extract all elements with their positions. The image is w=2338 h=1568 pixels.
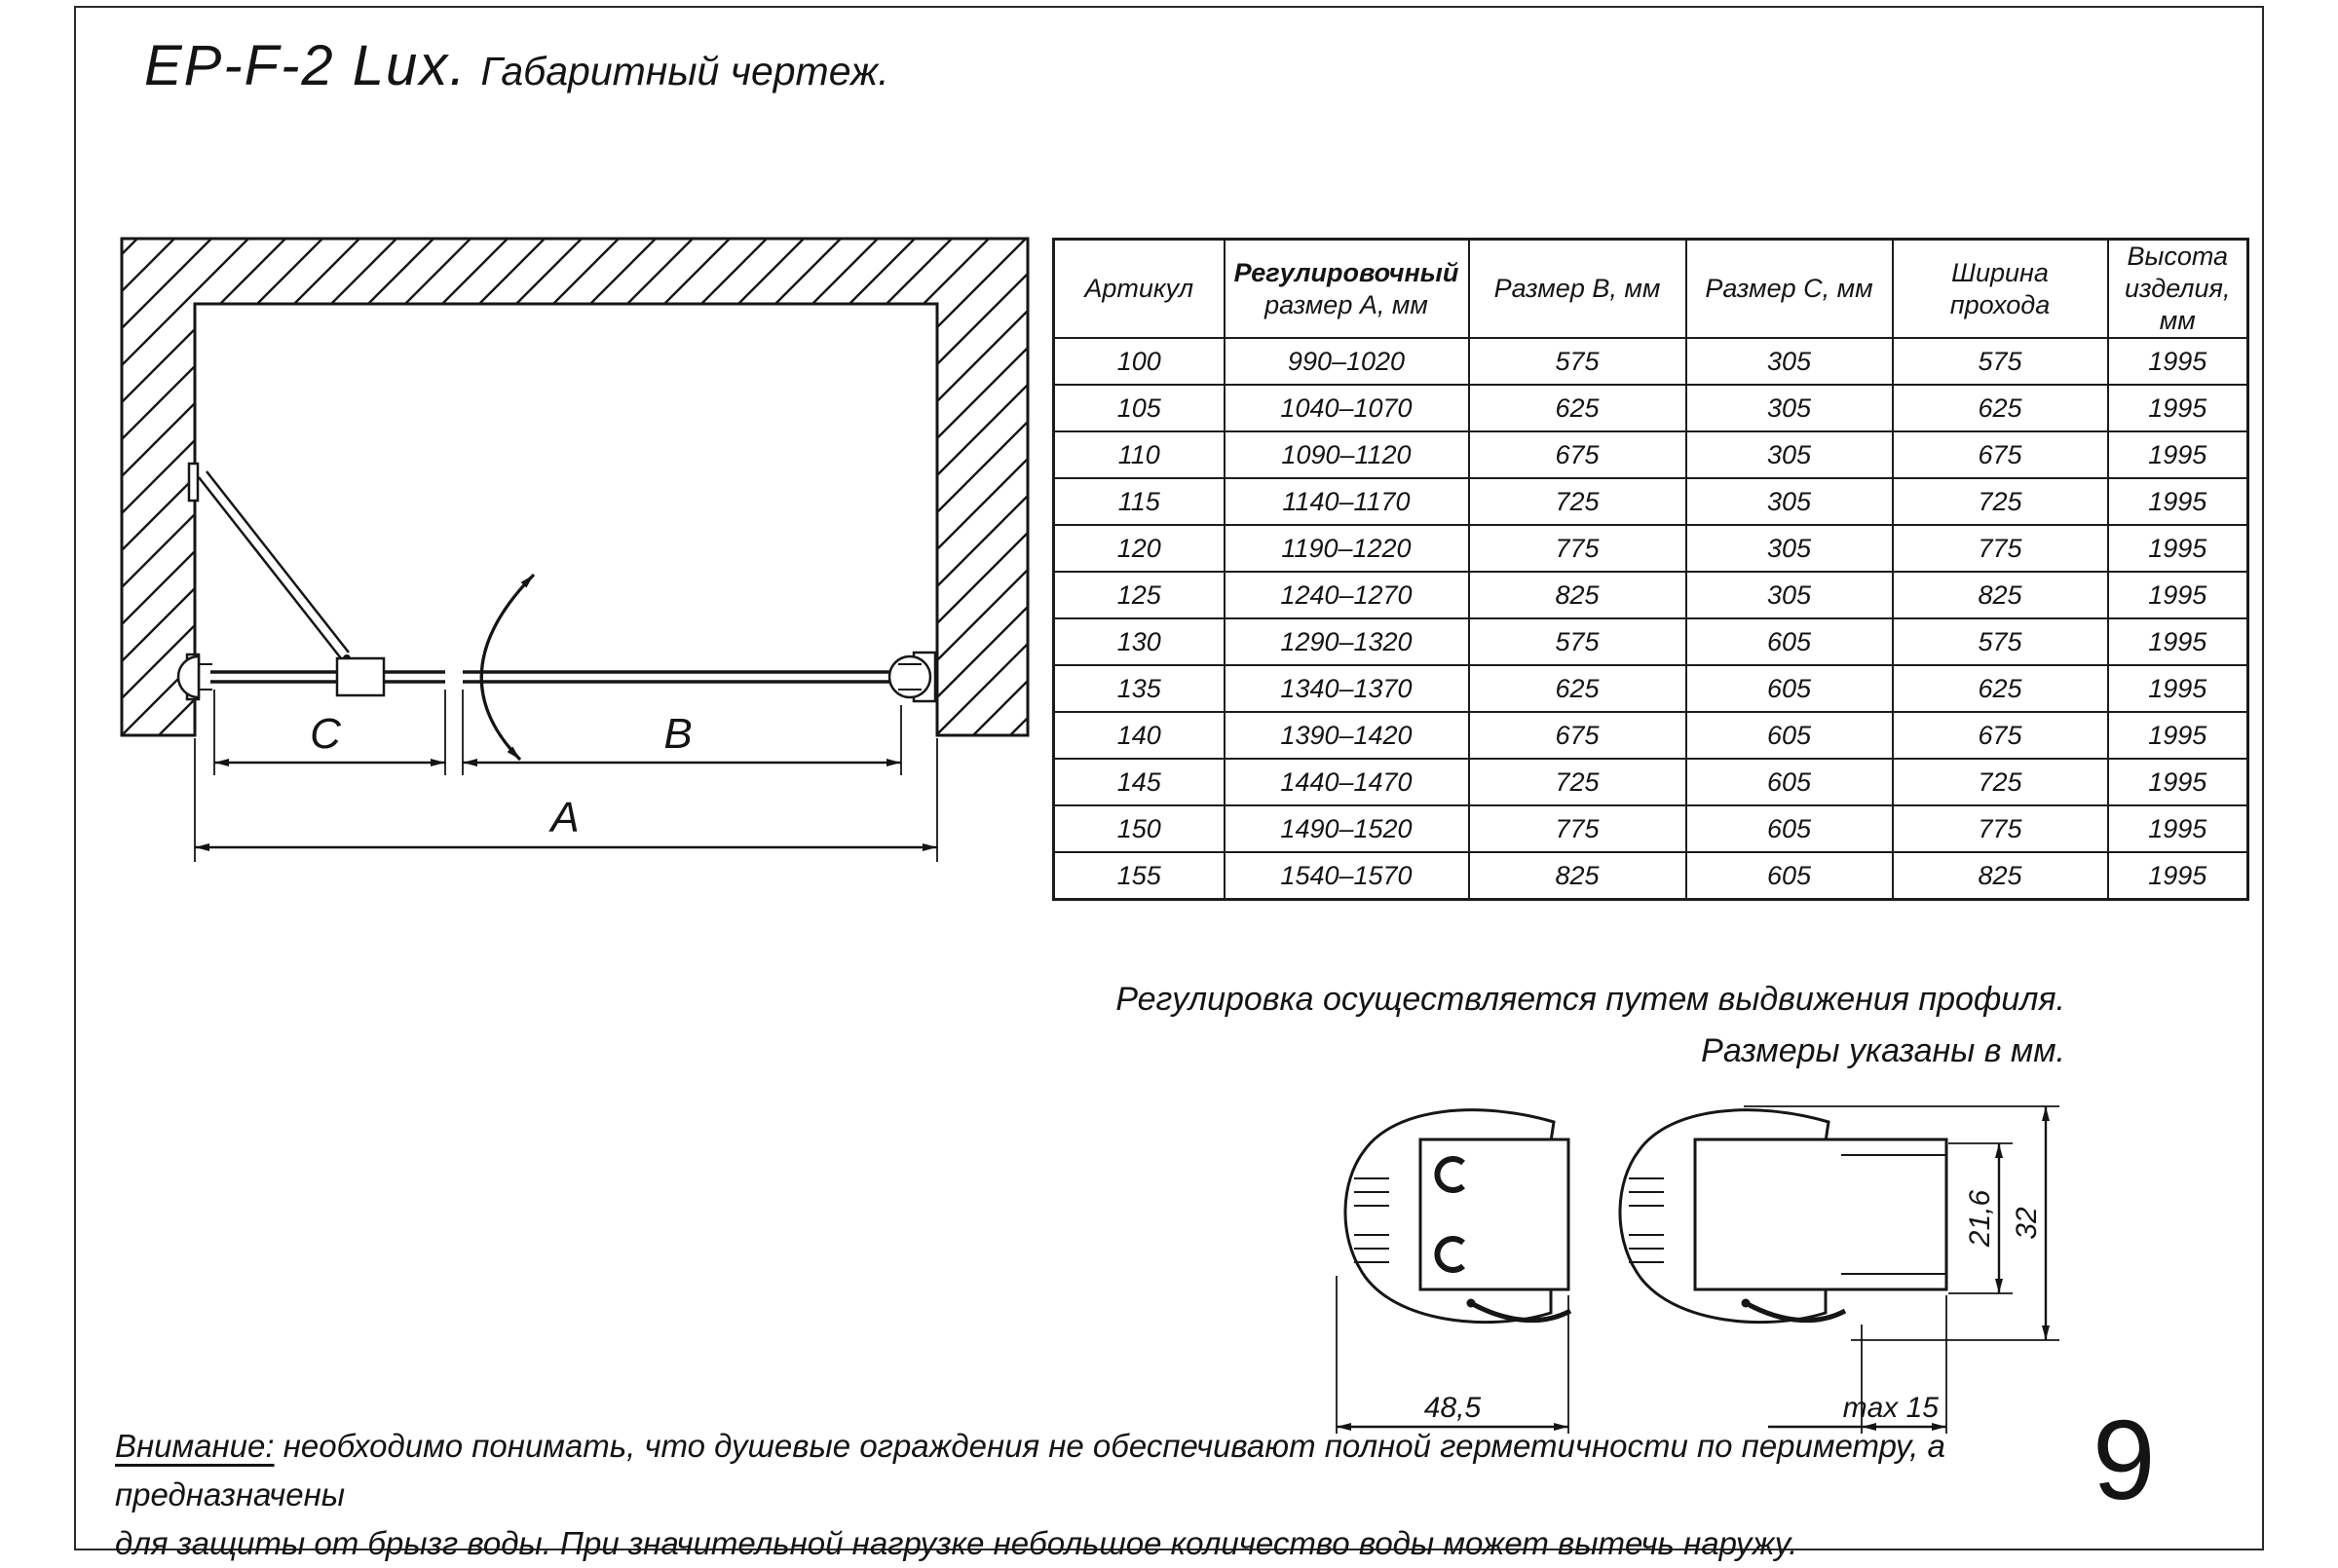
table-row: [1054, 665, 2248, 712]
door-swing-arc: [481, 575, 534, 760]
warning-label: Внимание:: [115, 1428, 275, 1464]
profile-closed: [1345, 1110, 1570, 1323]
table-row: [1054, 712, 2248, 759]
profile-dim-max-extension: max 15: [1842, 1392, 1939, 1424]
col-header-height: Высота изделия, мм: [2108, 240, 2248, 339]
shower-niche-plan-drawing: [78, 224, 1052, 906]
table-cell: 1340–1370: [1225, 665, 1469, 712]
table-cell: 1995: [2108, 525, 2248, 572]
table-cell: 1290–1320: [1225, 618, 1469, 665]
table-cell: 625: [1469, 665, 1686, 712]
table-cell: 825: [1469, 852, 1686, 900]
profile-cross-section-drawing: [1325, 1089, 2085, 1449]
table-cell: 575: [1469, 618, 1686, 665]
table-cell: 1490–1520: [1225, 805, 1469, 852]
warning-note: [115, 1422, 2054, 1568]
table-cell: 135: [1054, 665, 1225, 712]
table-cell: 1995: [2108, 385, 2248, 431]
glass-panels: [210, 672, 906, 682]
support-brace: [189, 464, 351, 662]
table-cell: 1995: [2108, 712, 2248, 759]
table-cell: 725: [1469, 478, 1686, 525]
table-cell: 605: [1686, 852, 1893, 900]
table-cell: 825: [1893, 852, 2108, 900]
table-row: [1054, 338, 2248, 385]
table-cell: 1995: [2108, 805, 2248, 852]
table-row: [1054, 805, 2248, 852]
table-cell: 130: [1054, 618, 1225, 665]
table-cell: 305: [1686, 431, 1893, 478]
table-cell: 575: [1469, 338, 1686, 385]
table-cell: 1995: [2108, 852, 2248, 900]
table-cell: 675: [1893, 431, 2108, 478]
table-cell: 1995: [2108, 759, 2248, 805]
table-cell: 305: [1686, 525, 1893, 572]
table-cell: 100: [1054, 338, 1225, 385]
note-line-1: Регулировка осуществляется путем выдвижения профиля.: [1115, 981, 2065, 1018]
profile-dim-width: 48,5: [1423, 1392, 1482, 1424]
table-cell: 1995: [2108, 572, 2248, 618]
table-cell: 625: [1469, 385, 1686, 431]
table-header: [1054, 240, 2248, 339]
table-cell: 575: [1893, 618, 2108, 665]
table-cell: 825: [1893, 572, 2108, 618]
table-cell: 1390–1420: [1225, 712, 1469, 759]
table-cell: 305: [1686, 385, 1893, 431]
table-cell: 105: [1054, 385, 1225, 431]
table-cell: 1995: [2108, 618, 2248, 665]
table-cell: 1090–1120: [1225, 431, 1469, 478]
warning-line-2: для защиты от брызг воды. При значительной нагрузке небольшое количество воды может вытечь наружу.: [115, 1525, 1798, 1561]
col-header-size-a: Регулировочный размер А, мм: [1225, 240, 1469, 339]
col-header-pass-width: Ширина прохода: [1893, 240, 2108, 339]
table-cell: 115: [1054, 478, 1225, 525]
dimensional-drawing: [78, 224, 1052, 911]
table-cell: 605: [1686, 712, 1893, 759]
dim-label-a: A: [550, 794, 580, 841]
table-body: [1054, 338, 2248, 900]
col-header-size-b: Размер В, мм: [1469, 240, 1686, 339]
table-row: [1054, 431, 2248, 478]
table-cell: 1140–1170: [1225, 478, 1469, 525]
product-model-title: EP-F-2 Lux.: [144, 34, 468, 97]
table-cell: 155: [1054, 852, 1225, 900]
table-cell: 1040–1070: [1225, 385, 1469, 431]
table-cell: 305: [1686, 572, 1893, 618]
size-spec-table: [1052, 238, 2249, 901]
profile-extended: [1620, 1110, 1946, 1323]
table-cell: 145: [1054, 759, 1225, 805]
page-title: [144, 33, 889, 98]
table-row: [1054, 572, 2248, 618]
dim-label-c: C: [310, 710, 341, 758]
table-cell: 1240–1270: [1225, 572, 1469, 618]
table-cell: 775: [1469, 805, 1686, 852]
table-row: [1054, 852, 2248, 900]
table-cell: 305: [1686, 338, 1893, 385]
table-cell: 825: [1469, 572, 1686, 618]
table-cell: 1190–1220: [1225, 525, 1469, 572]
table-cell: 1995: [2108, 665, 2248, 712]
table-cell: 1995: [2108, 478, 2248, 525]
table-cell: 120: [1054, 525, 1225, 572]
table-cell: 725: [1893, 478, 2108, 525]
profile-dim-outer-height: 32: [2011, 1207, 2043, 1240]
table-row: [1054, 385, 2248, 431]
wall-hatched-section: [122, 239, 1028, 735]
table-cell: 1995: [2108, 338, 2248, 385]
col-header-size-c: Размер С, мм: [1686, 240, 1893, 339]
table-row: [1054, 478, 2248, 525]
table-cell: 725: [1893, 759, 2108, 805]
table-cell: 775: [1893, 805, 2108, 852]
table-cell: 675: [1469, 431, 1686, 478]
table-cell: 605: [1686, 665, 1893, 712]
table-cell: 625: [1893, 665, 2108, 712]
dim-label-b: B: [663, 710, 693, 758]
table-cell: 1440–1470: [1225, 759, 1469, 805]
table-cell: 605: [1686, 759, 1893, 805]
adjustment-notes: [1072, 974, 2065, 1077]
col-header-artikul: Артикул: [1054, 240, 1225, 339]
table-cell: 1540–1570: [1225, 852, 1469, 900]
profile-dim-inner-height: 21,6: [1964, 1189, 1996, 1248]
table-cell: 140: [1054, 712, 1225, 759]
table-cell: 675: [1893, 712, 2108, 759]
table-row: [1054, 525, 2248, 572]
glass-clamp: [337, 658, 384, 695]
table-cell: 305: [1686, 478, 1893, 525]
page-title-suffix: Габаритный чертеж.: [480, 49, 889, 93]
table-cell: 110: [1054, 431, 1225, 478]
table-cell: 625: [1893, 385, 2108, 431]
page-number: 9: [2093, 1397, 2156, 1523]
table-cell: 125: [1054, 572, 1225, 618]
note-line-2: Размеры указаны в мм.: [1701, 1032, 2065, 1069]
profile-sections: [1325, 1089, 2085, 1454]
table-cell: 1995: [2108, 431, 2248, 478]
right-wall-bracket: [889, 653, 935, 701]
table-row: [1054, 759, 2248, 805]
table-cell: 575: [1893, 338, 2108, 385]
table-row: [1054, 618, 2248, 665]
table-cell: 605: [1686, 618, 1893, 665]
table-cell: 725: [1469, 759, 1686, 805]
warning-line-1: необходимо понимать, что душевые ограждения не обеспечивают полной герметичности по периметру, а предназначены: [115, 1428, 1945, 1512]
table-cell: 675: [1469, 712, 1686, 759]
table-cell: 775: [1893, 525, 2108, 572]
table-cell: 605: [1686, 805, 1893, 852]
table-cell: 775: [1469, 525, 1686, 572]
table-cell: 990–1020: [1225, 338, 1469, 385]
table-cell: 150: [1054, 805, 1225, 852]
